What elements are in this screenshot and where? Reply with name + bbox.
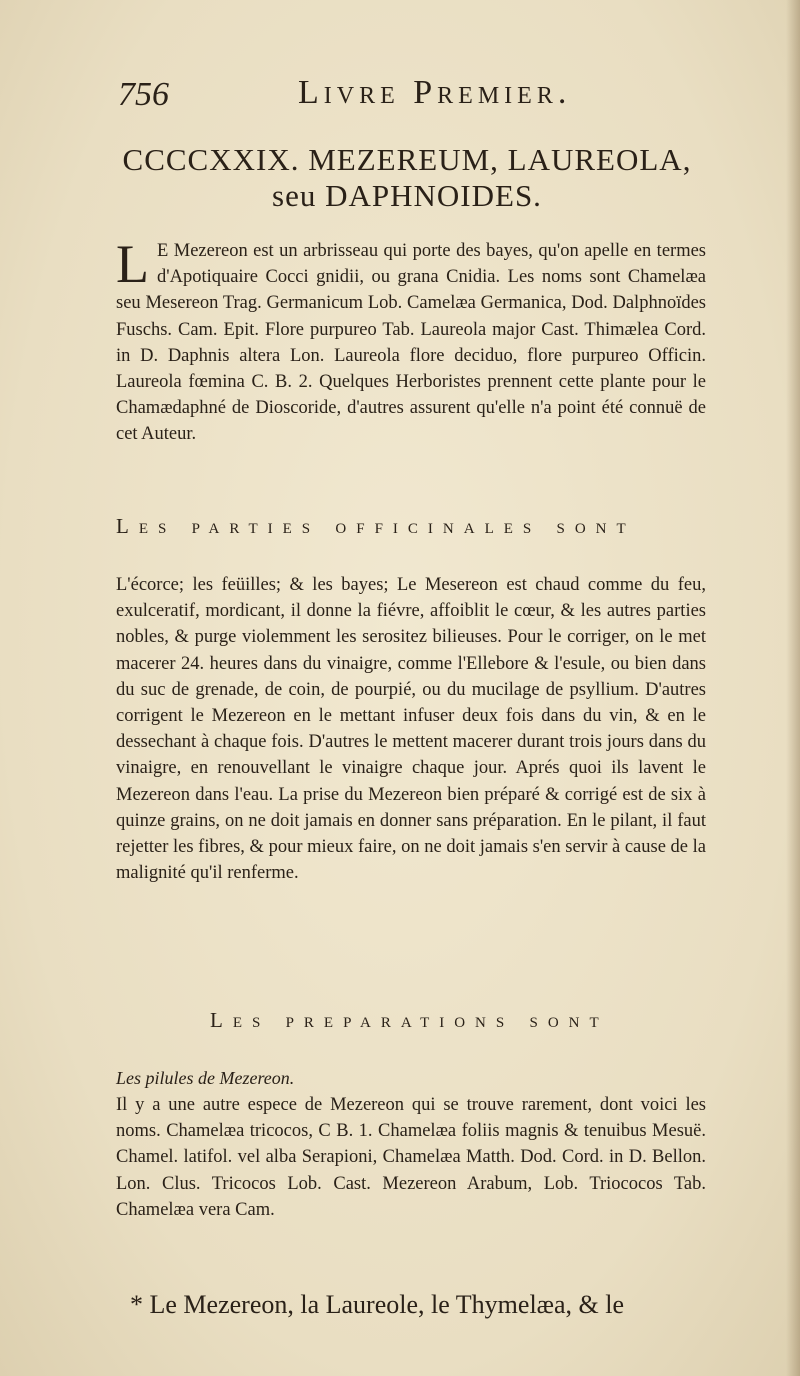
section-body-parties: [116, 572, 706, 886]
page-number: 756: [118, 76, 169, 113]
section-body-preparations-text: Il y a une autre espece de Mezereon qui se trouve rarement, dont voici les noms. Chamelæa tricocos, C B. 1. Chamelæa foliis magnis & tenuibus Mesuë. Chamel. latifol. vel alba Serapioni, Chamelæa Matth. Dod. Cord. in D. Bellon. Lon. Clus. Tricocos Lob. Cast. Mezereon Arabum, Lob. Triococos Tab. Chamelæa vera Cam.: [116, 1095, 706, 1220]
section-body-parties-text: L'écorce; les feüilles; & les bayes; Le Mesereon est chaud comme du feu, exulceratif, mordicant, il donne la fiévre, affoiblit le cœur, & les autres parties nobles, & purge violemment les serositez bilieuses. Pour le corriger, on le met macerer 24. heures dans du vinaigre, comme l'Ellebore & l'esule, ou bien dans du suc de grenade, de coin, de pourpié, ou du mucilage de psyllium. D'autres corrigent le Mezereon en le mettant infuser deux fois dans du vin, & en le dessechant à chaque fois. D'autres le mettent macerer durant trois jours dans du vinaigre, en renouvellant le vinaigre chaque jour. Aprés quoi ils lavent le Mezereon dans l'eau. La prise du Mezereon bien préparé & corrigé est de six à quinze grains, on ne doit jamais en donner sans préparation. En le pilant, il faut rejetter les fibres, & pour mieux faire, on ne doit jamais s'en servir à cause de la malignité qu'il renferme.: [116, 575, 706, 884]
page-gutter-shadow: [786, 0, 800, 1376]
footnote-catchword: * Le Mezereon, la Laureole, le Thymelæa, & le: [130, 1290, 625, 1319]
running-head: Livre Premier.: [298, 74, 572, 111]
chapter-title-line2: seu DAPHNOIDES.: [272, 178, 542, 213]
drop-cap: L: [116, 234, 149, 294]
preparation-subtitle: Les pilules de Mezereon.: [116, 1068, 295, 1088]
page-header: [118, 72, 678, 112]
section-heading-preparations: Les preparations sont: [210, 1008, 609, 1032]
intro-text: E Mezereon est un arbrisseau qui porte des bayes, qu'on apelle en termes d'Apotiquaire Cocci gnidii, ou grana Cnidia. Les noms sont Chamelæa seu Mesereon Trag. Germanicum Lob. Camelæa Germanica, Dod. Dalphnoïdes Fuschs. Cam. Epit. Flore purpureo Tab. Laureola major Cast. Thimælea Cord. in D. Daphnis altera Lon. Laureola flore deciduo, flore purpureo Officin. Laureola fœmina C. B. 2. Quelques Herboristes prennent cette plante pour le Chamædaphné de Dioscoride, d'autres assurent qu'elle n'a point été connuë de cet Auteur.: [116, 241, 706, 445]
chapter-title: [112, 142, 702, 214]
section-body-preparations: [116, 1092, 706, 1223]
chapter-title-line1: CCCCXXIX. MEZEREUM, LAUREOLA,: [122, 142, 692, 177]
section-heading-parties: Les parties officinales sont: [116, 514, 636, 538]
intro-paragraph: [116, 234, 706, 448]
